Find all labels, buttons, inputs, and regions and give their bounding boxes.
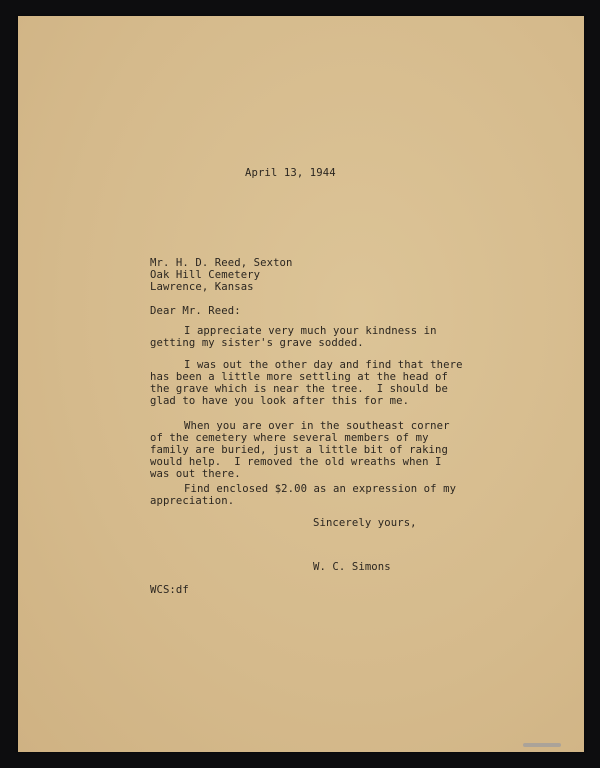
paragraph-4-line-2: appreciation. (150, 495, 235, 507)
address-line-1: Mr. H. D. Reed, Sexton (150, 257, 293, 269)
salutation: Dear Mr. Reed: (150, 305, 241, 317)
paragraph-2-line-1: I was out the other day and find that there (184, 359, 463, 371)
paragraph-1-line-1: I appreciate very much your kindness in (184, 325, 437, 337)
paragraph-3-line-5: was out there. (150, 468, 241, 480)
paragraph-3-line-4: would help. I removed the old wreaths when I (150, 456, 442, 468)
paragraph-2-line-4: glad to have you look after this for me. (150, 395, 410, 407)
address-line-2: Oak Hill Cemetery (150, 269, 261, 281)
signature: W. C. Simons (313, 561, 391, 573)
paragraph-3-line-1: When you are over in the southeast corner (184, 420, 450, 432)
paragraph-3-line-3: family are buried, just a little bit of raking (150, 444, 448, 456)
closing: Sincerely yours, (313, 517, 417, 529)
paragraph-2-line-3: the grave which is near the tree. I should be (150, 383, 448, 395)
paragraph-2-line-2: has been a little more settling at the head of (150, 371, 448, 383)
address-line-3: Lawrence, Kansas (150, 281, 254, 293)
typist-initials: WCS:df (150, 584, 189, 596)
paragraph-1-line-2: getting my sister's grave sodded. (150, 337, 364, 349)
paragraph-3-line-2: of the cemetery where several members of my (150, 432, 429, 444)
ink-smudge (523, 743, 561, 747)
paragraph-4-line-1: Find enclosed $2.00 as an expression of my (184, 483, 457, 495)
letter-date: April 13, 1944 (245, 167, 336, 179)
